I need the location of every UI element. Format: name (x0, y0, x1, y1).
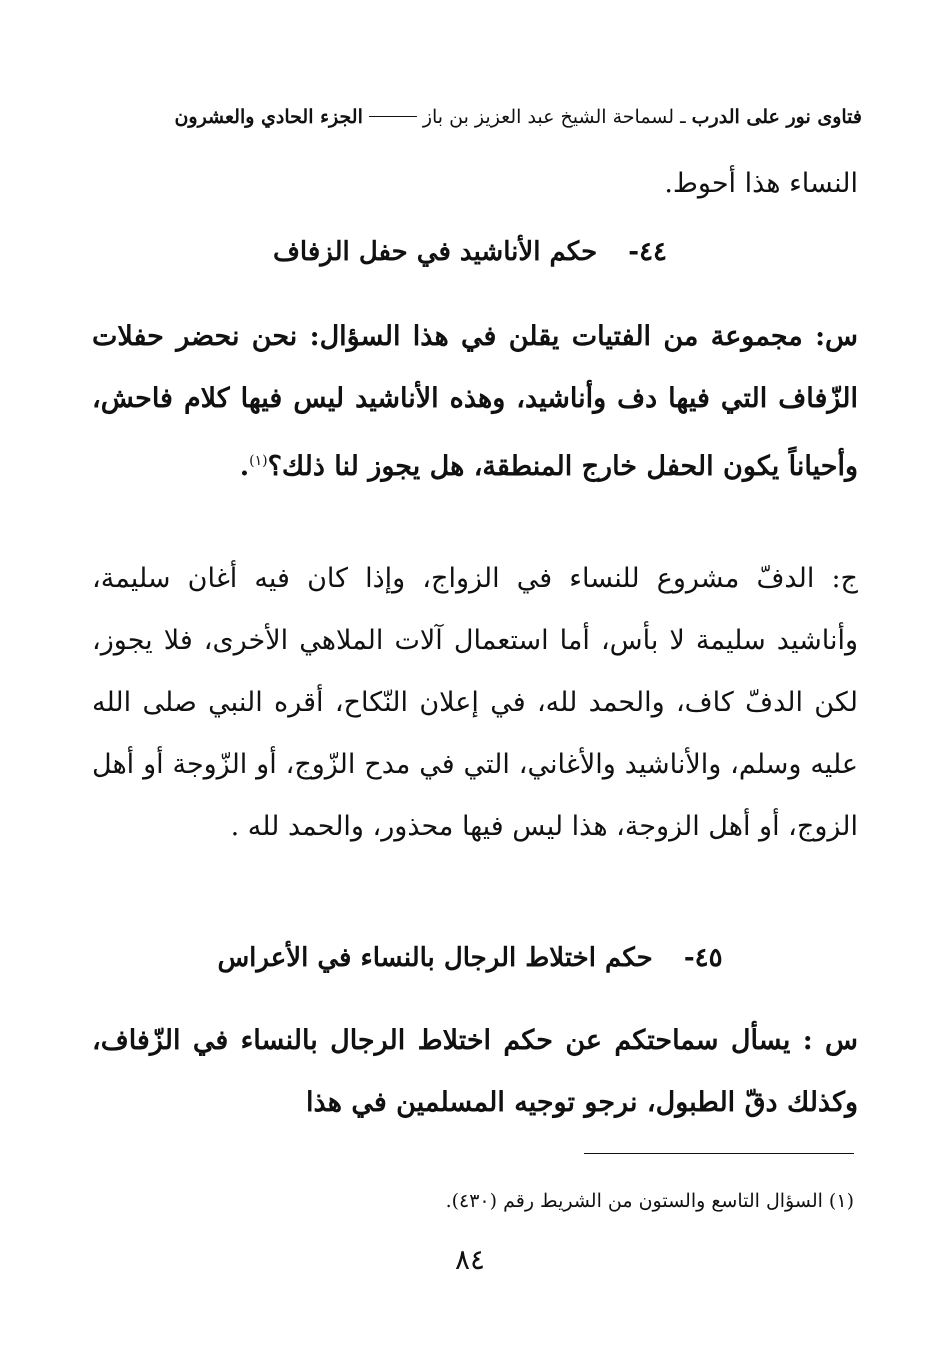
fatwa-44-number: ٤٤- (628, 237, 668, 267)
fatwa-44-answer: ج: الدفّ مشروع للنساء في الزواج، وإذا كان فيه أغان سليمة، وأناشيد سليمة لا بأس، أما استعمال آلات الملاهي الأخرى، فلا يجوز، لكن الدفّ كاف، والحمد لله، في إعلان النّكاح، أقره النبي صلى الله عليه وسلم، والأناشيد والأغاني، التي في مدح الزّوج، أو الزّوجة أو أهل الزوج، أو أهل الزوجة، هذا ليس فيها محذور، والحمد لله . (92, 563, 858, 842)
header-author: ـ لسماحة الشيخ عبد العزيز بن باز (422, 106, 686, 128)
fatwa-45-number: ٤٥- (683, 943, 723, 973)
running-header (96, 103, 862, 131)
header-part: الجزء الحادي والعشرون (174, 106, 363, 128)
fatwa-45-heading (0, 938, 940, 978)
footnote-separator (584, 1153, 854, 1154)
header-book-title: فتاوى نور على الدرب (691, 106, 862, 128)
page-number: ٨٤ (454, 1243, 486, 1276)
footnote-text: (١) السؤال التاسع والستون من الشريط رقم (٤٣٠). (445, 1190, 854, 1212)
fatwa-45-title: حكم اختلاط الرجال بالنساء في الأعراس (217, 943, 653, 973)
footnote-marker: (١) (249, 453, 268, 469)
fatwa-45-question: س : يسأل سماحتكم عن حكم اختلاط الرجال بالنساء في الزّفاف، وكذلك دقّ الطبول، نرجو توجيه المسلمين في هذا (92, 1025, 858, 1118)
continuation-text: النساء هذا أحوط. (664, 168, 858, 199)
question-period: . (239, 451, 250, 482)
fatwa-44-title: حكم الأناشيد في حفل الزفاف (272, 237, 598, 267)
fatwa-44-heading (0, 232, 940, 272)
fatwa-44-question-block (92, 306, 858, 498)
fatwa-44-question: س: مجموعة من الفتيات يقلن في هذا السؤال: نحن نحضر حفلات الزّفاف التي فيها دف وأناشيد، وهذه الأناشيد ليس فيها كلام فاحش، وأحياناً يكون الحفل خارج المنطقة، هل يجوز لنا ذلك؟ (92, 321, 858, 482)
header-separator-line (369, 116, 417, 117)
